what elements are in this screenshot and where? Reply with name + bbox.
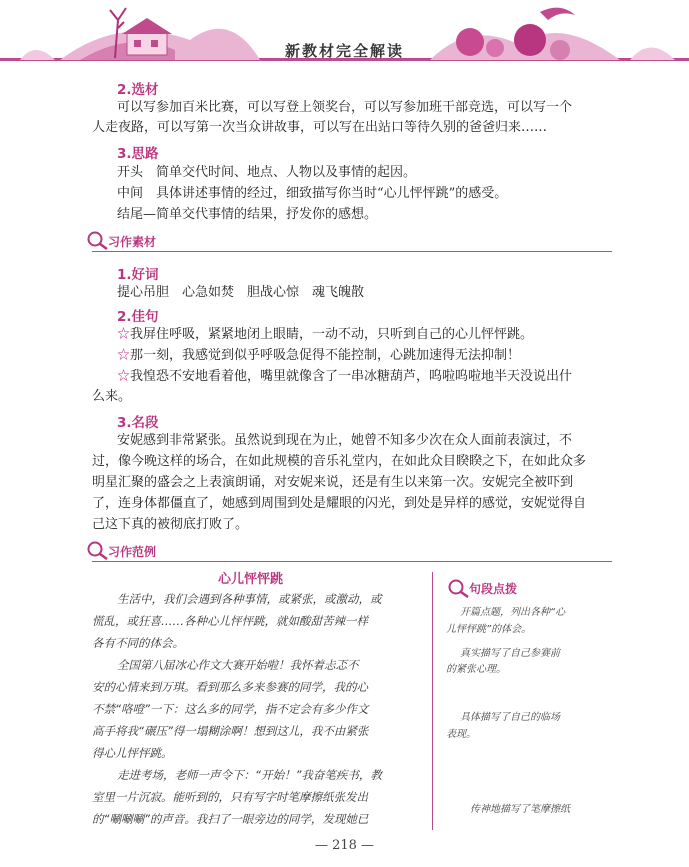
xuancai-line-1: 可以写参加百米比赛，可以写登上领奖台，可以写参加班干部竞选，可以写一个	[117, 100, 573, 115]
heading-haoci: 1.好词	[117, 267, 159, 283]
essay-line: 全国第八届冰心作文大赛开始啦！我怀着忐忑不	[117, 658, 359, 672]
essay-line: 慌乱，或狂喜……各种心儿怦怦跳，就如酸甜苦辣一样	[92, 614, 368, 628]
jiaju-sentence-1: ☆我屏住呼吸，紧紧地闭上眼睛，一动不动，只听到自己的心儿怦怦跳。	[117, 327, 534, 342]
note-line: 传神地描写了笔摩擦纸	[470, 804, 570, 815]
star-icon: ☆	[117, 327, 131, 342]
mingduan-line-4: 了，连身体都僵直了，她感到周围到处是耀眼的闪光，到处是异样的感觉，安妮觉得自	[92, 496, 587, 511]
mingduan-line-5: 己这下真的被彻底打败了。	[92, 517, 249, 532]
fanli-title: 习作范例	[108, 545, 157, 559]
heading-xuancai: 2.选材	[117, 82, 159, 98]
divider	[92, 561, 612, 562]
heading-silu: 3.思路	[117, 146, 159, 162]
heading-jiaju: 2.佳句	[117, 309, 159, 325]
star-icon: ☆	[117, 348, 131, 363]
essay-line: 安的心情来到万琪。看到那么多来参赛的同学，我的心	[92, 680, 368, 694]
mingduan-line-1: 安妮感到非常紧张。虽然说到现在为止，她曾不知多少次在众人面前表演过，不	[117, 433, 573, 448]
jiaju-sentence-3: ☆我惶恐不安地看着他，嘴里就像含了一串冰糖葫芦，呜啦呜啦地半天没说出什	[117, 369, 573, 384]
essay-title: 心儿怦怦跳	[218, 572, 284, 587]
star-icon: ☆	[117, 369, 131, 384]
divider	[92, 251, 612, 252]
jiaju-sentence-2: ☆那一刻，我感觉到似乎呼吸急促得不能控制，心跳加速得无法抑制！	[117, 348, 521, 363]
note-line: 具体描写了自己的临场	[460, 712, 560, 723]
heading-mingduan: 3.名段	[117, 415, 159, 431]
header-title: 新教材完全解读	[284, 42, 404, 60]
note-line: 真实描写了自己参赛前	[460, 648, 560, 659]
magnifier-icon	[447, 578, 471, 598]
essay-line: 的“唰唰唰”的声音。我扫了一眼旁边的同学，发现她已	[92, 812, 369, 826]
silu-line-3: 结尾—简单交代事情的结果，抒发你的感想。	[117, 207, 378, 222]
silu-line-1: 开头 简单交代时间、地点、人物以及事情的起因。	[117, 165, 417, 180]
column-divider	[432, 572, 433, 830]
essay-line: 生活中，我们会遇到各种事情，或紧张，或激动，或	[117, 592, 382, 606]
jiaju-sentence-3-cont: 么来。	[92, 389, 132, 404]
xuancai-line-2: 人走夜路，可以写第一次当众讲故事，可以写在出站口等待久别的爸爸归来……	[92, 120, 548, 135]
essay-line: 不禁“咯噔”一下：这么多的同学，指不定会有多少作文	[92, 702, 369, 716]
haoci-words: 提心吊胆 心急如焚 胆战心惊 魂飞魄散	[117, 285, 365, 300]
side-title: 句段点拨	[469, 582, 518, 596]
note-line: 儿怦怦跳”的体会。	[446, 624, 532, 635]
essay-line: 各有不同的体会。	[92, 636, 184, 650]
note-line: 开篇点题，列出各种“心	[460, 607, 566, 618]
mingduan-line-2: 过，像今晚这样的场合，在如此规模的音乐礼堂内，在如此众目睽睽之下，在如此众多	[92, 454, 587, 469]
mingduan-line-3: 明星汇聚的盛会之上表演朗诵，对安妮来说，还是有生以来第一次。安妮完全被吓到	[92, 475, 574, 490]
essay-line: 高手将我“碾压”得一塌糊涂啊！想到这儿，我不由紧张	[92, 724, 369, 738]
essay-line: 走进考场，老师一声令下：“开始！”我奋笔疾书，教	[117, 768, 382, 782]
page-number: — 218 —	[314, 838, 375, 853]
magnifier-icon	[86, 540, 110, 560]
essay-line: 室里一片沉寂。能听到的，只有写字时笔摩擦纸张发出	[92, 790, 368, 804]
silu-line-2: 中间 具体讲述事情的经过，细致描写你当时“心儿怦怦跳”的感受。	[117, 186, 508, 201]
essay-line: 得心儿怦怦跳。	[92, 746, 173, 760]
sucai-title: 习作素材	[108, 235, 157, 249]
magnifier-icon	[86, 230, 110, 250]
note-line: 的紧张心理。	[446, 664, 506, 675]
note-line: 表现。	[446, 729, 476, 740]
